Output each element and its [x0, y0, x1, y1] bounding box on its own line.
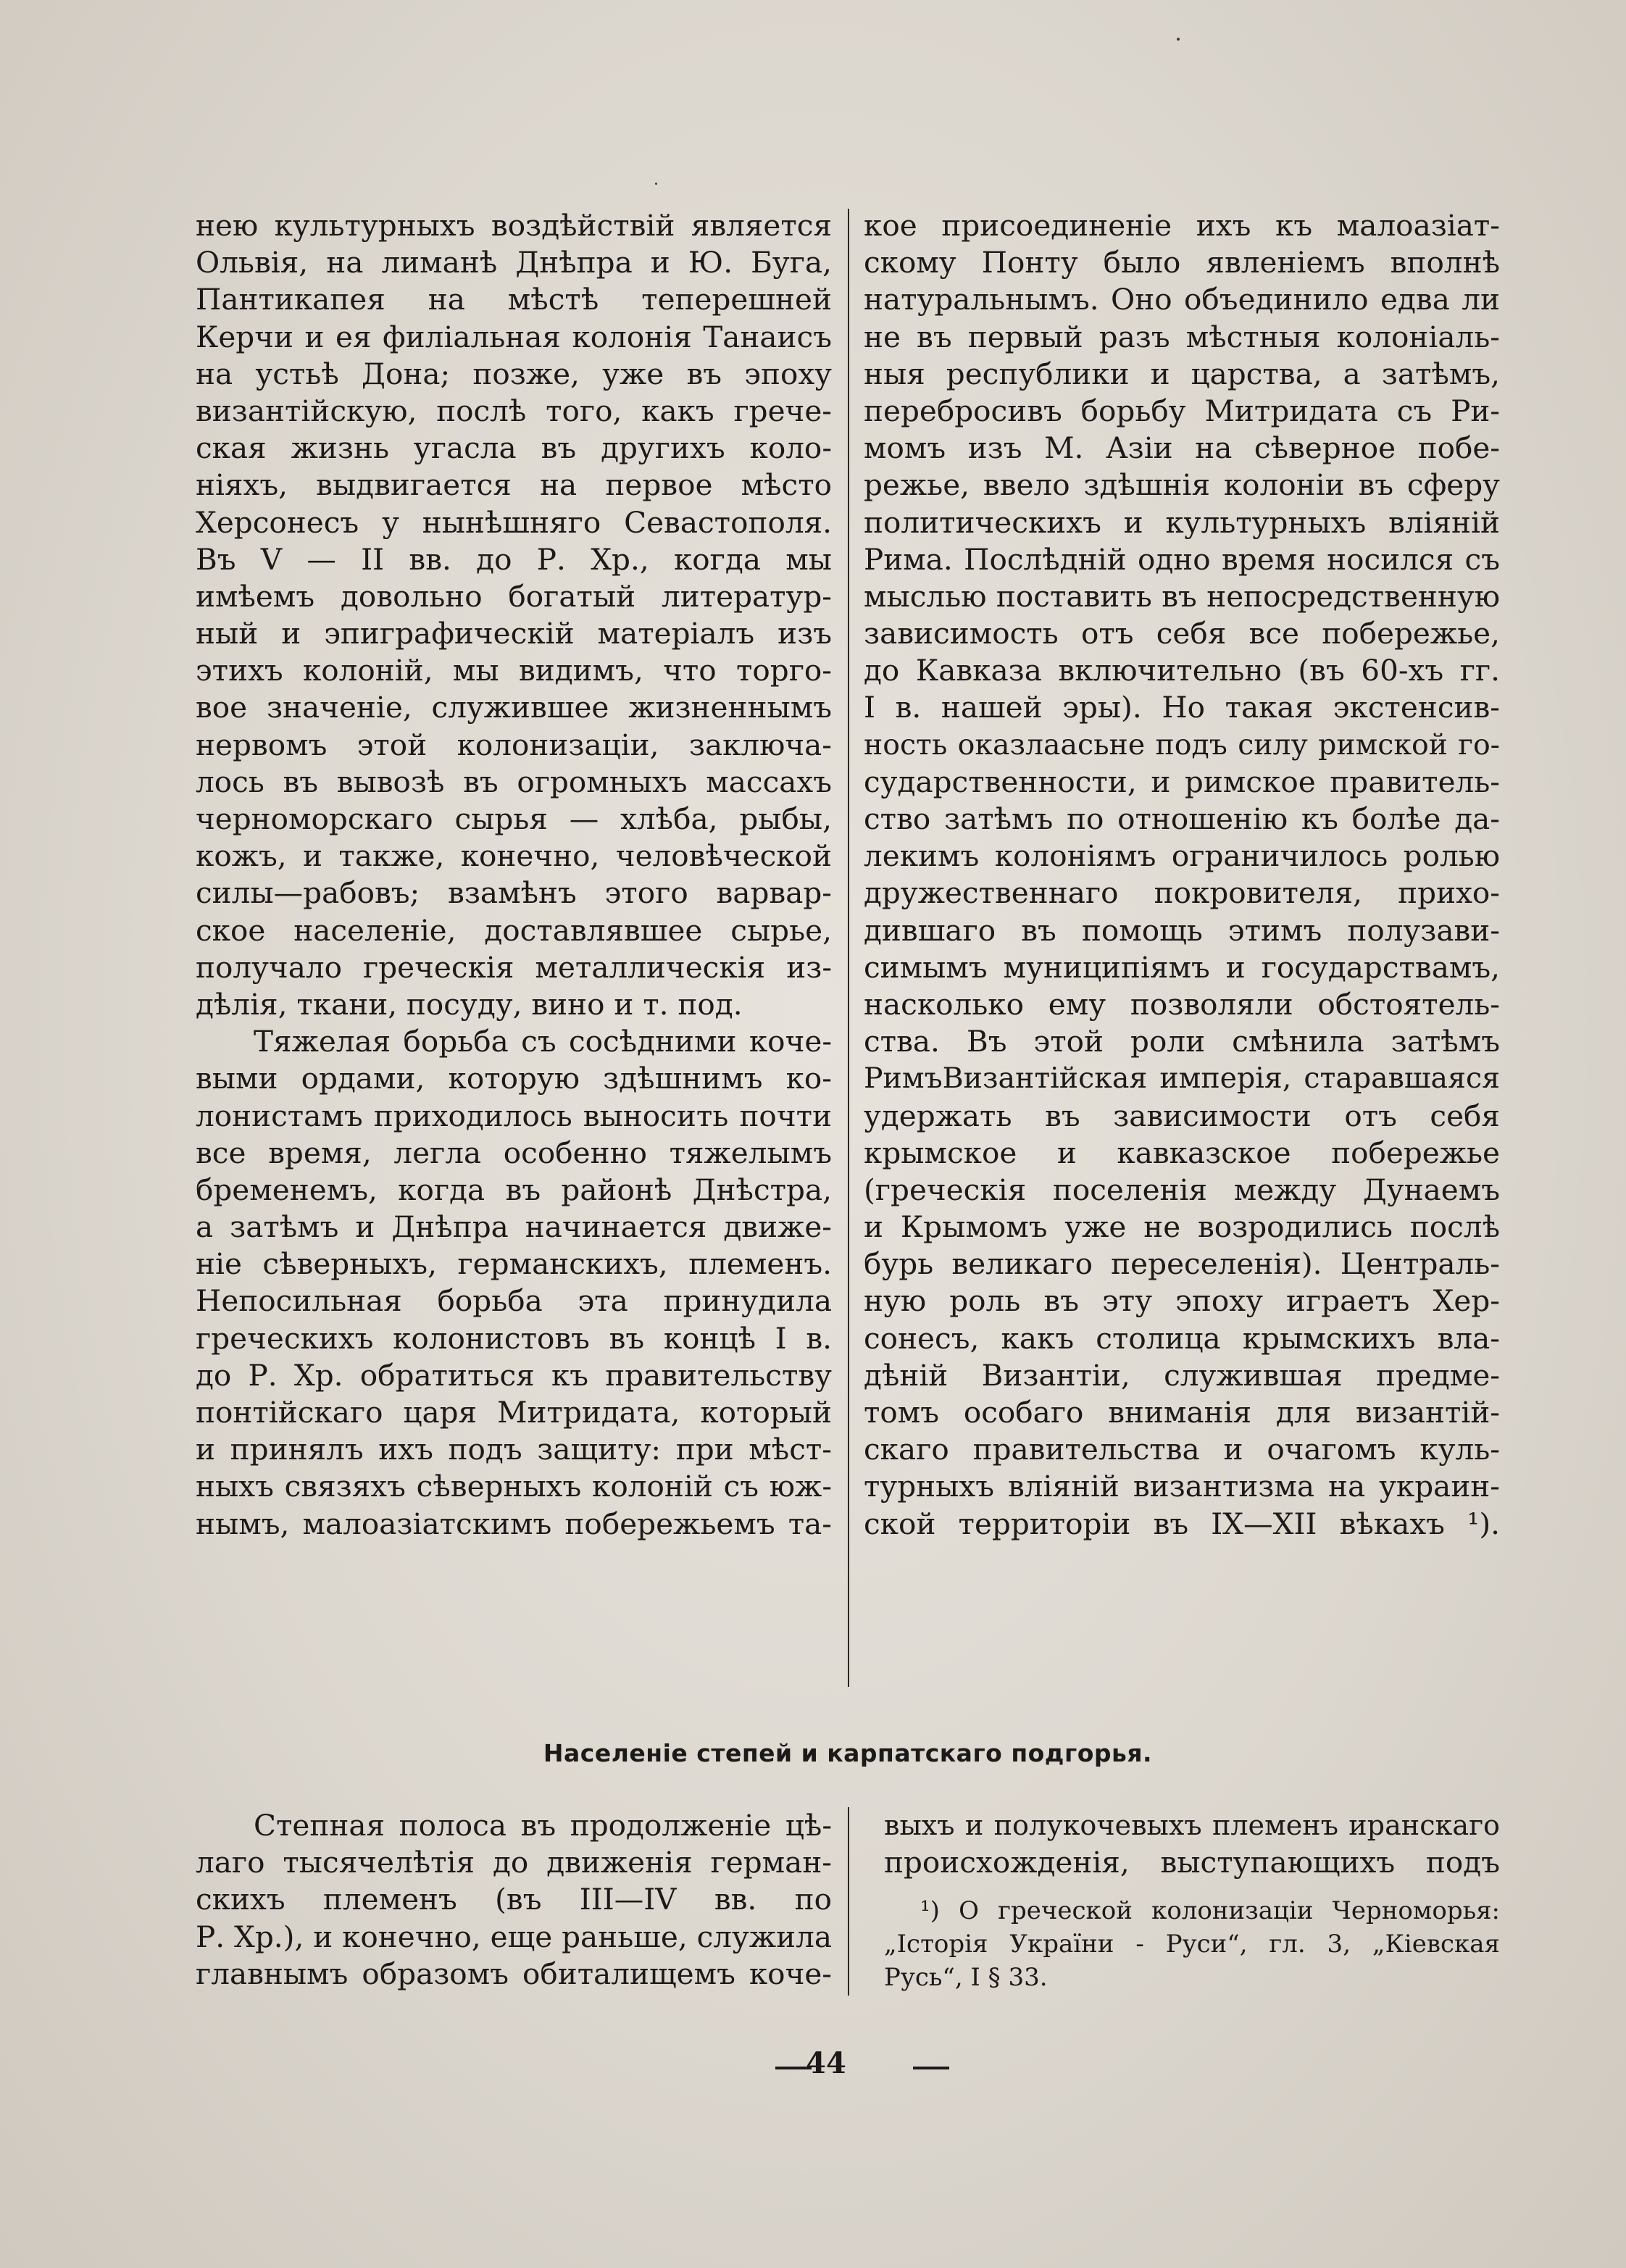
text-line: происхожденія, выступающихъ подъ — [884, 1845, 1500, 1880]
text-line: турныхъ вліяній византизма на украин- — [864, 1469, 1500, 1504]
text-line: скихъ племенъ (въ III—IV вв. по — [196, 1882, 832, 1917]
text-line: и принялъ ихъ подъ защиту: при мѣст- — [196, 1432, 832, 1467]
text-line: и Крымомъ уже не возродились послѣ — [864, 1209, 1500, 1245]
text-line: Керчи и ея филіальная колонія Танаисъ — [196, 319, 832, 354]
ink-speck — [1177, 38, 1180, 41]
text-line: а затѣмъ и Днѣпра начинается движе- — [196, 1209, 832, 1245]
text-line: этихъ колоній, мы видимъ, что торго- — [196, 653, 832, 688]
text-line: дившаго въ помощь этимъ полузави- — [864, 912, 1500, 948]
text-line: выми ордами, которую здѣшнимъ ко- — [196, 1061, 832, 1096]
text-line: (греческія поселенія между Дунаемъ — [864, 1172, 1500, 1207]
text-line: ную роль въ эту эпоху играетъ Хер- — [864, 1283, 1500, 1319]
text-line: сударственности, и римское правитель- — [864, 764, 1500, 799]
right-column-top — [864, 207, 1500, 1543]
footnote-line: „Історія України - Руси“, гл. 3, „Кіевская — [884, 1930, 1500, 1959]
text-line: мыслью поставить въ непосредственную — [864, 578, 1500, 614]
left-column-bottom — [196, 1807, 832, 1993]
text-line: Р. Хр.), и конечно, еще раньше, служила — [196, 1919, 832, 1954]
text-line: скому Понту было явленіемъ вполнѣ — [864, 245, 1500, 280]
text-line: удержать въ зависимости отъ себя — [864, 1098, 1500, 1133]
text-line: получало греческія металлическія из- — [196, 949, 832, 985]
text-line: момъ изъ М. Азіи на сѣверное побе- — [864, 430, 1500, 466]
text-line: лось въ вывозѣ въ огромныхъ массахъ — [196, 764, 832, 799]
page-number: 44 — [806, 2046, 846, 2080]
page-number-dash — [913, 2067, 949, 2069]
footnote-line: ¹) О греческой колонизаціи Черноморья: — [920, 1896, 1500, 1925]
text-line: лонистамъ приходилось выносить почти — [196, 1098, 832, 1133]
text-line: главнымъ образомъ обиталищемъ коче- — [196, 1956, 832, 1991]
section-heading: Населеніе степей и карпатскаго подгорья. — [543, 1739, 1153, 1767]
text-line: РимъВизантійская имперія, старавшаяся — [864, 1062, 1500, 1096]
left-column-top — [196, 207, 832, 1543]
text-line: все время, легла особенно тяжелымъ — [196, 1135, 832, 1170]
text-line: бурь великаго переселенія). Централь- — [864, 1246, 1500, 1282]
text-line: дѣлія, ткани, посуду, вино и т. под. — [196, 986, 743, 1022]
text-line: черноморскаго сырья — хлѣба, рыбы, — [196, 801, 832, 836]
text-line: силы—рабовъ; взамѣнъ этого варвар- — [196, 875, 832, 911]
text-line: ніе сѣверныхъ, германскихъ, племенъ. — [196, 1246, 832, 1282]
column-divider — [848, 209, 849, 1687]
text-line: перебросивъ борьбу Митридата съ Ри- — [864, 393, 1500, 428]
footnotes — [884, 1894, 1500, 1994]
text-line: I в. нашей эры). Но такая экстенсив- — [864, 690, 1500, 725]
text-line: скаго правительства и очагомъ куль- — [864, 1432, 1500, 1467]
ink-speck — [655, 183, 657, 185]
text-line: ныя республики и царства, а затѣмъ, — [864, 356, 1500, 391]
text-line: до Кавказа включительно (въ 60-хъ гг. — [864, 653, 1500, 688]
text-line: ность оказлаасьне подъ силу римской го- — [864, 727, 1500, 762]
text-line: дружественнаго покровителя, прихо- — [864, 875, 1500, 911]
text-line: ства. Въ этой роли смѣнила затѣмъ — [864, 1024, 1500, 1059]
text-line: до Р. Хр. обратиться къ правительству — [196, 1357, 832, 1393]
text-line: Херсонесъ у нынѣшняго Севастополя. — [196, 504, 832, 540]
right-column-bottom — [884, 1807, 1500, 1881]
text-line: политическихъ и культурныхъ вліяній — [864, 504, 1500, 540]
text-line: Пантикапея на мѣстѣ теперешней — [196, 282, 832, 317]
footnote-reference-line: ской территоріи въ IX—XII вѣкахъ ¹). — [864, 1506, 1500, 1541]
text-line: ныхъ связяхъ сѣверныхъ колоній съ юж- — [196, 1469, 832, 1504]
text-line: ніяхъ, выдвигается на первое мѣсто — [196, 467, 832, 503]
text-line: насколько ему позволяли обстоятель- — [864, 986, 1500, 1022]
text-line: кожъ, и также, конечно, человѣческой — [196, 838, 832, 874]
text-line: не въ первый разъ мѣстныя колоніаль- — [864, 319, 1500, 354]
text-line: Рима. Послѣдній одно время носился съ — [864, 541, 1500, 577]
text-line: ская жизнь угасла въ другихъ коло- — [196, 430, 832, 466]
column-divider — [848, 1807, 849, 1996]
text-line: симымъ муниципіямъ и государствамъ, — [864, 949, 1500, 985]
text-line: Въ V — II вв. до Р. Хр., когда мы — [196, 541, 832, 577]
text-line: имѣемъ довольно богатый литератур- — [196, 578, 832, 614]
text-line: Ольвія, на лиманѣ Днѣпра и Ю. Буга, — [196, 245, 832, 280]
text-line: понтійскаго царя Митридата, который — [196, 1395, 832, 1430]
text-line: выхъ и полукочевыхъ племенъ иранскаго — [884, 1809, 1500, 1841]
text-line: нею культурныхъ воздѣйствій является — [196, 208, 832, 243]
text-line: нымъ, малоазіатскимъ побережьемъ та- — [196, 1506, 832, 1541]
text-line: вое значеніе, служившее жизненнымъ — [196, 690, 832, 725]
text-line: ство затѣмъ по отношенію къ болѣе да- — [864, 801, 1500, 836]
text-line: лекимъ колоніямъ ограничилось ролью — [864, 838, 1500, 874]
text-line: натуральнымъ. Оно объединило едва ли — [864, 282, 1500, 317]
paragraph-start-line: Тяжелая борьба съ сосѣдними коче- — [254, 1024, 832, 1059]
text-line: крымское и кавказское побережье — [864, 1135, 1500, 1170]
text-line: ный и эпиграфическій матеріалъ изъ — [196, 616, 832, 651]
text-line: бременемъ, когда въ районѣ Днѣстра, — [196, 1172, 832, 1207]
footnote-line: Русь“, I § 33. — [884, 1963, 1048, 1992]
text-line: греческихъ колонистовъ въ концѣ I в. — [196, 1320, 832, 1356]
text-line: византійскую, послѣ того, какъ грече- — [196, 393, 832, 428]
text-line: лаго тысячелѣтія до движенія герман- — [196, 1845, 832, 1880]
text-line: Непосильная борьба эта принудила — [196, 1283, 832, 1319]
text-line: томъ особаго вниманія для византій- — [864, 1395, 1500, 1430]
text-line: дѣній Византіи, служившая предме- — [864, 1357, 1500, 1393]
text-line: на устьѣ Дона; позже, уже въ эпоху — [196, 356, 832, 391]
paragraph-start-line: Степная полоса въ продолженіе цѣ- — [254, 1808, 832, 1843]
text-line: сонесъ, какъ столица крымскихъ вла- — [864, 1320, 1500, 1356]
text-line: нервомъ этой колонизаціи, заключа- — [196, 727, 832, 762]
text-line: режье, ввело здѣшнія колоніи въ сферу — [864, 467, 1500, 503]
text-line: кое присоединеніе ихъ къ малоазіат- — [864, 208, 1500, 243]
text-line: ское населеніе, доставлявшее сырье, — [196, 912, 832, 948]
text-line: зависимость отъ себя все побережье, — [864, 616, 1500, 651]
